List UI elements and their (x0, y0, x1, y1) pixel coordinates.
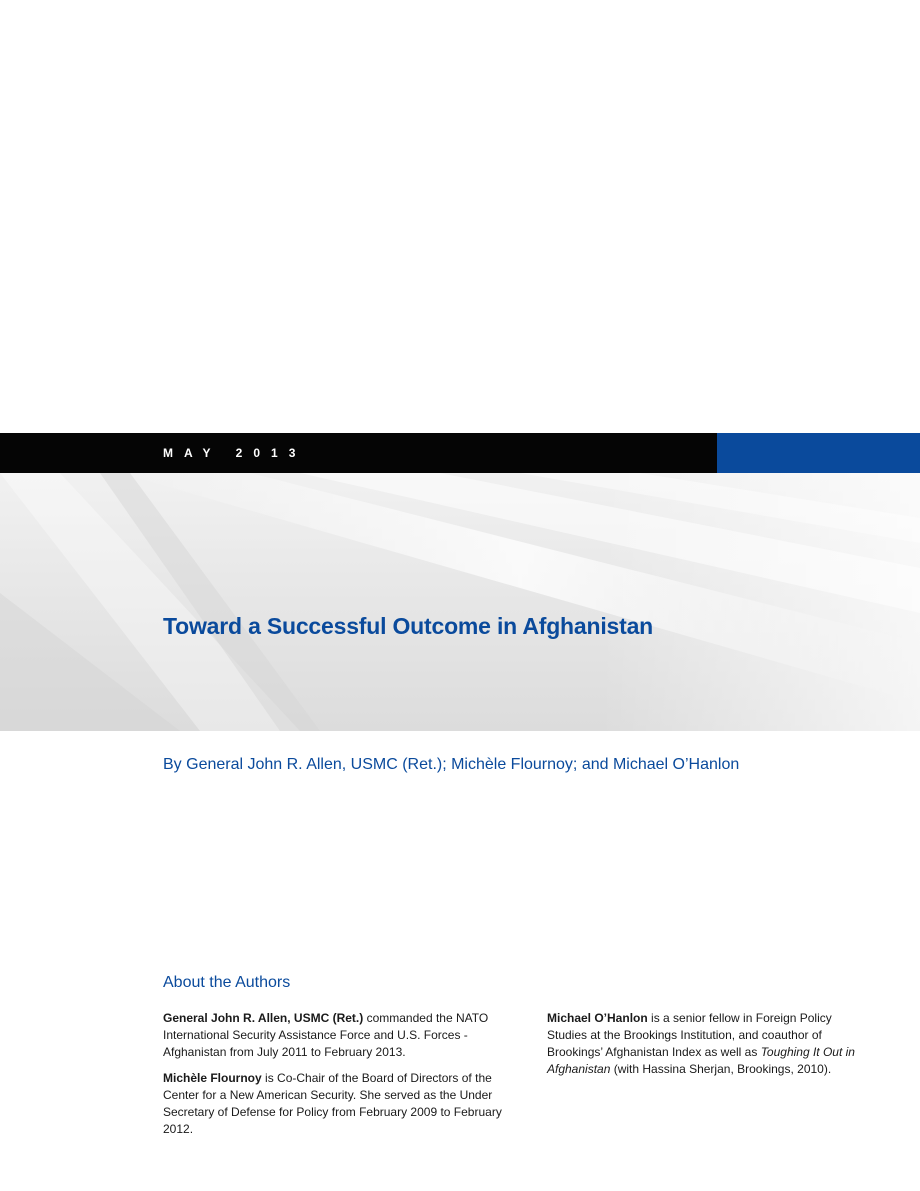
author-bio-text: is a senior fellow in Foreign Policy Studies at the Brookings Institution, and coauthor of Brookings’ Afghanistan Index as well as (547, 1011, 832, 1059)
author-bio-text: commanded the NATO International Security Assistance Force and U.S. Forces - Afghanistan from July 2011 to February 2013. (163, 1011, 489, 1059)
author-bio-flournoy (163, 1070, 513, 1138)
about-authors-heading: About the Authors (163, 974, 291, 991)
hero-background-image (0, 473, 920, 731)
date-bar (0, 433, 717, 473)
author-bio-allen (163, 1010, 513, 1061)
blue-accent-block (717, 433, 920, 473)
author-bio-ohanlon (547, 1010, 867, 1078)
author-bio-tail: (with Hassina Sherjan, Brookings, 2010). (610, 1062, 832, 1076)
author-name: Michèle Flournoy (163, 1071, 262, 1085)
document-title: Toward a Successful Outcome in Afghanistan (163, 613, 654, 639)
author-name: Michael O’Hanlon (547, 1011, 648, 1025)
book-title: Toughing It Out in Afghanistan (547, 1045, 855, 1076)
hero-banner (0, 473, 920, 731)
author-byline: By General John R. Allen, USMC (Ret.); Michèle Flournoy; and Michael O’Hanlon (163, 756, 740, 773)
publication-date: MAY 2013 (163, 446, 307, 460)
author-bio-text: is Co-Chair of the Board of Directors of the Center for a New American Security. She served as the Under Secretary of Defense for Policy from February 2009 to February 2012. (163, 1071, 502, 1136)
author-name: General John R. Allen, USMC (Ret.) (163, 1011, 364, 1025)
